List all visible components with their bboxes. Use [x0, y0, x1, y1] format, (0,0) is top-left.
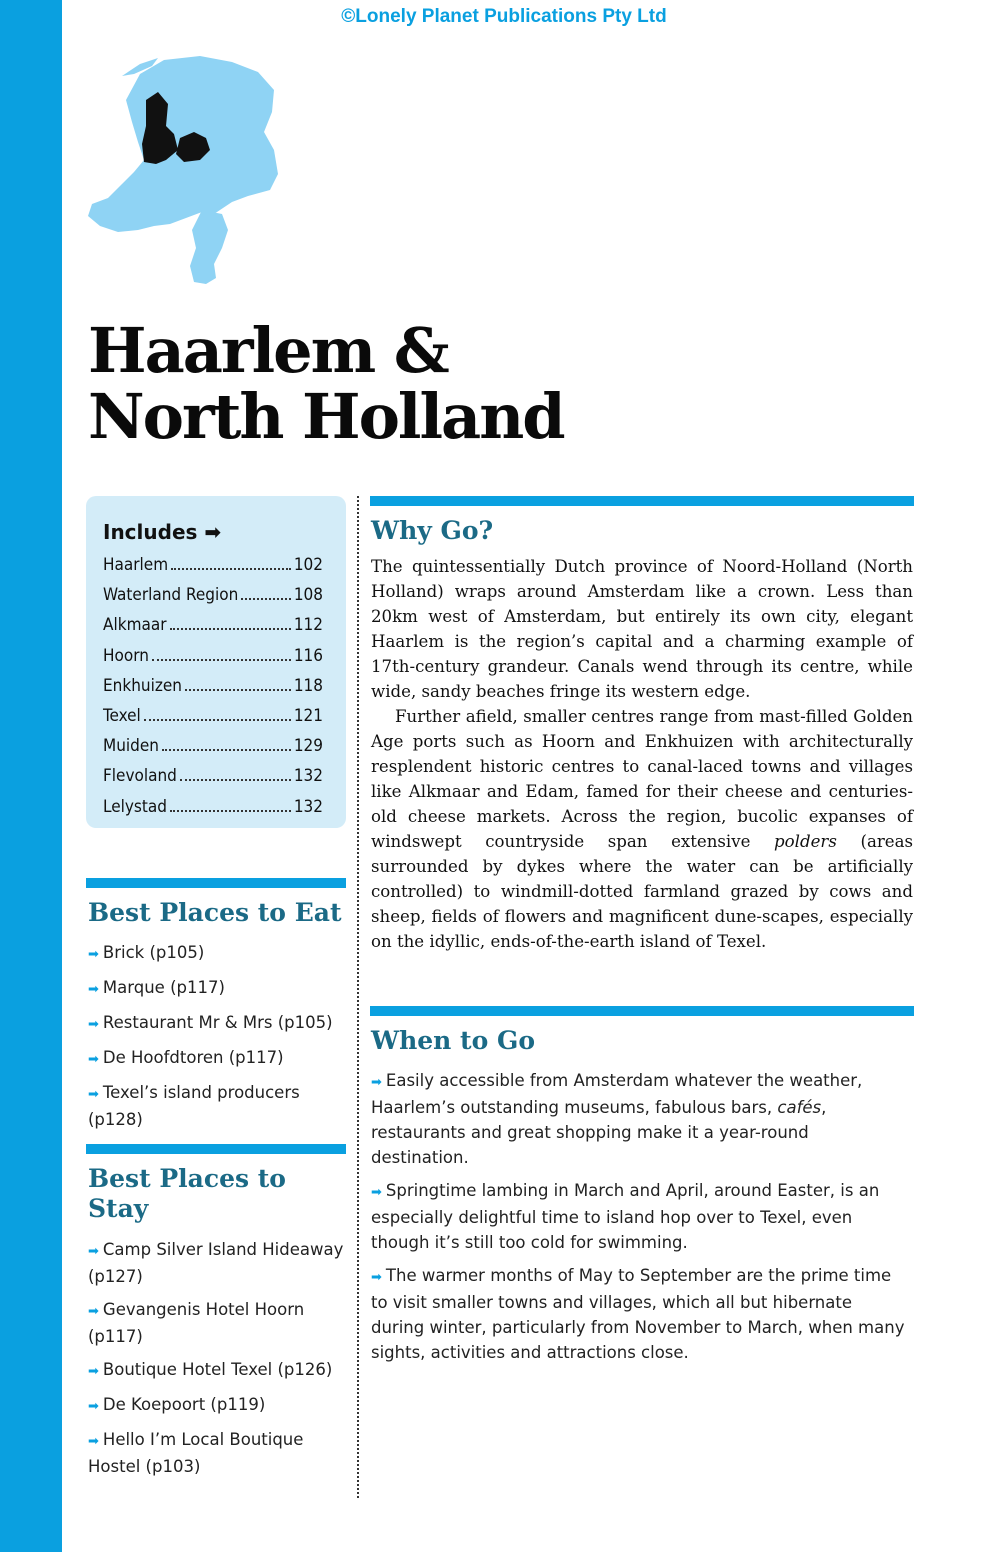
includes-heading: Includes ➡ [103, 520, 222, 544]
list-item [88, 940, 350, 967]
includes-row [103, 580, 323, 610]
why-go-body [371, 554, 913, 954]
why-section-bar [370, 496, 914, 506]
why-paragraph-1: The quintessentially Dutch province of Noord-Holland (North Holland) wraps around Amsterdam like a crown. Less than 20km west of Amsterdam, but entirely its own city, elegant Haarlem is the region’s capital and a charming example of 17th-century grandeur. Canals wend through its centre, while wide, sandy beaches fringe its western edge. [371, 557, 913, 701]
includes-label: Hoorn [103, 645, 149, 666]
why-p2-start: Further afield, smaller centres range from mast-filled Golden Age ports such as Hoorn and Enkhuizen with architecturally resplendent historic centres to canal-laced towns and villages like Alkmaar and Edam, famed for their cheese and centuries-old cheese markets. Across the region, bucolic expanses of windswept countryside span extensive [371, 707, 913, 851]
side-color-bar [0, 0, 62, 1552]
includes-label: Waterland Region [103, 585, 239, 606]
eat-item-text: Restaurant Mr & Mrs (p105) [102, 1013, 333, 1032]
list-item [88, 1297, 350, 1349]
column-divider [357, 496, 359, 1498]
includes-row [103, 761, 323, 791]
includes-page: 102 [293, 555, 323, 575]
when-heading: When to Go [371, 1026, 535, 1055]
arrow-icon: ➡ [88, 1017, 99, 1032]
stay-heading: Best Places to Stay [88, 1164, 286, 1223]
eat-item-text: Marque (p117) [102, 978, 225, 997]
leader-dots [185, 689, 291, 691]
includes-label: Enkhuizen [103, 675, 182, 696]
leader-dots [170, 810, 291, 812]
when-item-2: Springtime lambing in March and April, around Easter, is an especially delightful time to island hop over to Texel, even though it’s still too cold for swimming. [371, 1181, 880, 1252]
list-item [88, 1237, 350, 1289]
when-item-1-start: Easily accessible from Amsterdam whatever the weather, Haarlem’s outstanding museums, fabulous bars, [371, 1071, 863, 1117]
eat-item-text: Texel’s island producers (p128) [88, 1083, 300, 1129]
why-p2-emphasis: polders [774, 832, 837, 851]
when-item-1-emphasis: cafés [777, 1098, 822, 1117]
leader-dots [180, 779, 291, 781]
includes-page: 118 [293, 675, 323, 696]
why-heading: Why Go? [371, 516, 494, 545]
includes-label: Alkmaar [103, 615, 167, 636]
eat-item-text: De Hoofdtoren (p117) [102, 1048, 284, 1067]
chapter-title-line2: North Holland [88, 380, 564, 453]
includes-row [103, 610, 323, 640]
when-item-1-end: , restaurants and great shopping make it a year-round destination. [371, 1098, 827, 1167]
eat-section-bar [86, 878, 346, 888]
why-p2-end: (areas surrounded by dykes where the water can be artificially controlled) to windmill-dotted farmland grazed by cows and sheep, fields of flowers and magnificent dune-scapes, especially on the idyllic, ends-of-the-earth island of Texel. [371, 832, 913, 951]
stay-section-bar [86, 1144, 346, 1154]
includes-page: 116 [293, 645, 323, 666]
includes-page: 129 [293, 736, 323, 757]
list-item [88, 1045, 350, 1072]
netherlands-locator-map [82, 52, 302, 288]
includes-page: 112 [293, 615, 323, 636]
chapter-title-line1: Haarlem & [88, 314, 448, 387]
leader-dots [241, 598, 291, 600]
eat-heading: Best Places to Eat [88, 898, 342, 927]
when-item-3: The warmer months of May to September are the prime time to visit smaller towns and villages, which all but hibernate during winter, particularly from November to March, when many sights, activities and attractions close. [371, 1266, 905, 1362]
includes-page: 108 [293, 585, 323, 606]
stay-item-text: Hello I’m Local Boutique Hostel (p103) [88, 1430, 304, 1476]
when-list [371, 1068, 909, 1373]
includes-label: Flevoland [103, 766, 177, 787]
includes-page: 132 [293, 796, 323, 817]
includes-box [86, 496, 346, 828]
copyright-notice: ©Lonely Planet Publications Pty Ltd [341, 6, 667, 27]
list-item [88, 1357, 350, 1384]
stay-item-text: Gevangenis Hotel Hoorn (p117) [88, 1300, 305, 1346]
includes-label: Texel [103, 706, 141, 727]
includes-row [103, 731, 323, 761]
includes-page: 121 [293, 706, 323, 727]
stay-item-text: De Koepoort (p119) [102, 1395, 266, 1414]
arrow-icon: ➡ [371, 1075, 382, 1090]
arrow-icon: ➡ [88, 1304, 99, 1319]
leader-dots [171, 568, 291, 570]
includes-page: 132 [293, 766, 323, 787]
arrow-icon: ➡ [88, 947, 99, 962]
why-paragraph-2 [371, 704, 913, 954]
list-item [88, 1010, 350, 1037]
list-item [88, 1392, 350, 1419]
stay-item-text: Camp Silver Island Hideaway (p127) [88, 1240, 344, 1286]
includes-label: Muiden [103, 736, 159, 757]
list-item [88, 975, 350, 1002]
arrow-icon: ➡ [88, 1244, 99, 1259]
when-section-bar [370, 1006, 914, 1016]
arrow-icon: ➡ [88, 982, 99, 997]
includes-row [103, 550, 323, 580]
arrow-icon: ➡ [88, 1434, 99, 1449]
chapter-title [88, 314, 564, 453]
eat-list [88, 940, 350, 1140]
list-item [371, 1068, 909, 1170]
arrow-icon: ➡ [88, 1052, 99, 1067]
leader-dots [144, 719, 291, 721]
list-item [371, 1178, 909, 1255]
arrow-icon: ➡ [371, 1185, 382, 1200]
netherlands-map-shape [88, 56, 278, 284]
arrow-icon: ➡ [88, 1399, 99, 1414]
arrow-icon: ➡ [371, 1270, 382, 1285]
list-item [88, 1427, 350, 1479]
list-item [88, 1080, 350, 1132]
includes-row [103, 701, 323, 731]
includes-row [103, 671, 323, 701]
eat-item-text: Brick (p105) [102, 943, 205, 962]
arrow-icon: ➡ [88, 1087, 99, 1102]
stay-item-text: Boutique Hotel Texel (p126) [102, 1360, 333, 1379]
includes-label: Lelystad [103, 796, 167, 817]
stay-list [88, 1237, 350, 1487]
list-item [371, 1263, 909, 1365]
leader-dots [162, 749, 291, 751]
includes-row [103, 792, 323, 822]
includes-label: Haarlem [103, 555, 169, 575]
leader-dots [170, 628, 291, 630]
leader-dots [152, 659, 291, 661]
includes-row [103, 641, 323, 671]
arrow-icon: ➡ [88, 1364, 99, 1379]
